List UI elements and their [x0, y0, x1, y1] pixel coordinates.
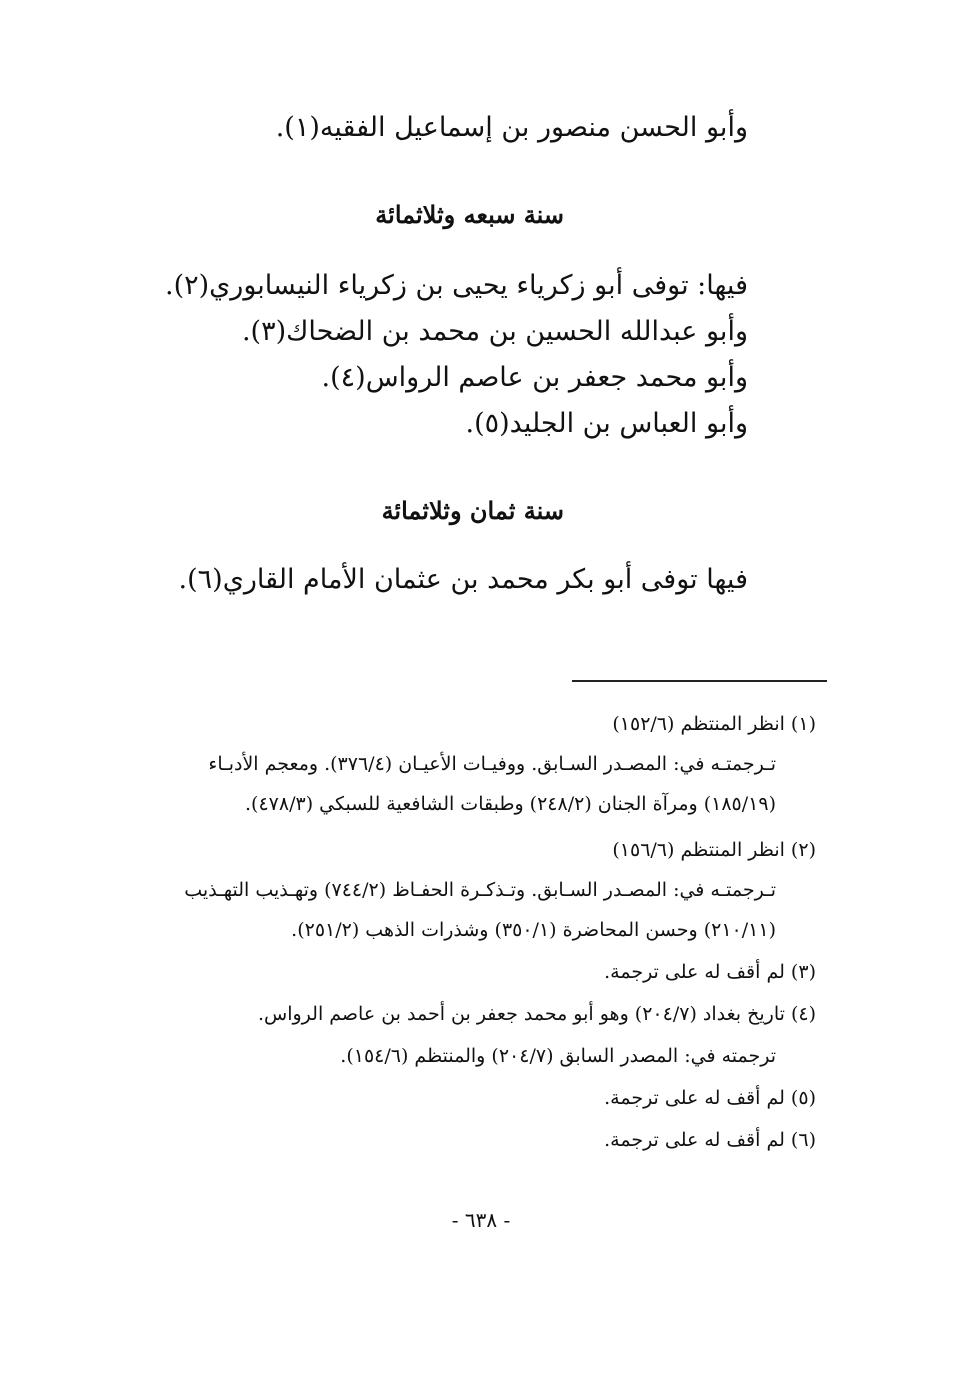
text-line-308-1: فيها توفى أبو بكر محمد بن عثمان الأمام القاري(٦). [178, 564, 748, 595]
section-heading-308: سنة ثمان وثلاثمائة [381, 496, 564, 525]
footnote-1: (١) انظر المنتظم (١٥٢/٦) [612, 713, 816, 735]
footnote-4-cont-1: ترجمته في: المصدر السابق (٢٠٤/٧) والمنتظم (١٥٤/٦). [340, 1045, 776, 1067]
page-number: - ٦٣٨ - [451, 1208, 511, 1232]
footnote-5: (٥) لم أقف له على ترجمة. [604, 1087, 816, 1109]
footnote-2-cont-1: تـرجمتـه في: المصـدر السـابق. وتـذكـرة الحفـاظ (٧٤٤/٢) وتهـذيب التهـذيب [184, 879, 776, 901]
footnote-4: (٤) تاريخ بغداد (٢٠٤/٧) وهو أبو محمد جعفر بن أحمد بن عاصم الرواس. [258, 1003, 816, 1025]
footnote-1-cont-1: تـرجمتـه في: المصـدر السـابق. ووفيـات الأعيـان (٣٧٦/٤). ومعجم الأدبـاء [208, 753, 776, 775]
text-line-1: وأبو الحسن منصور بن إسماعيل الفقيه(١). [275, 112, 748, 143]
footnote-3: (٣) لم أقف له على ترجمة. [604, 961, 816, 983]
footnote-divider [572, 680, 827, 682]
footnote-1-cont-2: (١٨٥/١٩) ومرآة الجنان (٢٤٨/٢) وطبقات الشافعية للسبكي (٤٧٨/٣). [245, 793, 776, 815]
text-line-307-2: وأبو عبدالله الحسين بن محمد بن الضحاك(٣). [241, 316, 748, 347]
text-line-307-3: وأبو محمد جعفر بن عاصم الرواس(٤). [321, 362, 748, 393]
section-heading-307: سنة سبعه وثلاثمائة [375, 200, 564, 229]
footnote-2-cont-2: (٢١٠/١١) وحسن المحاضرة (٣٥٠/١) وشذرات الذهب (٢٥١/٢). [291, 919, 776, 941]
text-line-307-4: وأبو العباس بن الجليد(٥). [465, 408, 748, 439]
footnote-2: (٢) انظر المنتظم (١٥٦/٦) [612, 839, 816, 861]
footnote-6: (٦) لم أقف له على ترجمة. [604, 1129, 816, 1151]
text-line-307-1: فيها: توفى أبو زكرياء يحيى بن زكرياء النيسابوري(٢). [164, 270, 748, 301]
